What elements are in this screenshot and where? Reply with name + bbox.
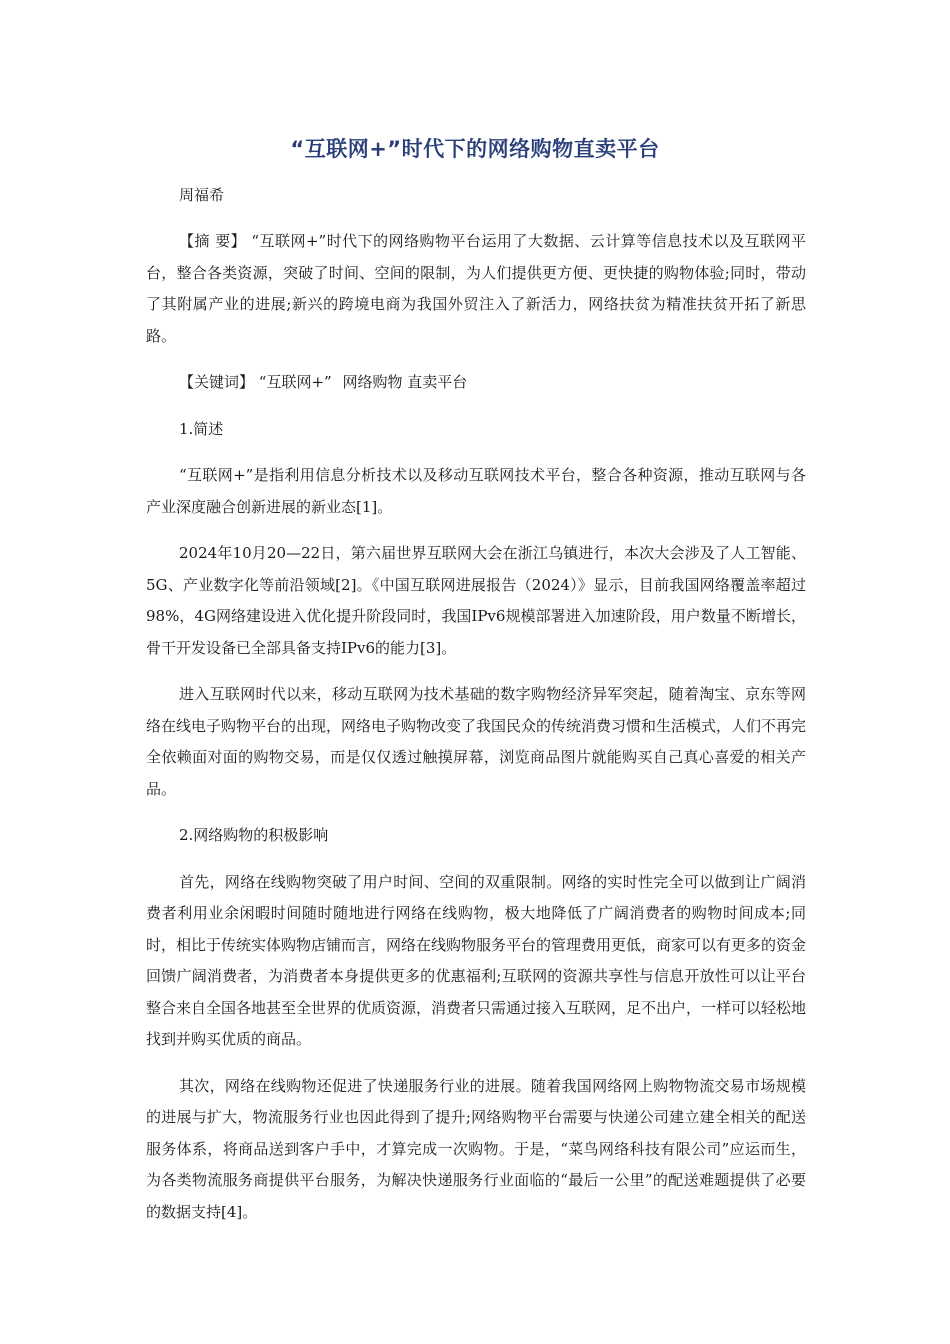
section-heading-1: 1.简述 [179,419,224,438]
keyword-item: 直卖平台 [407,373,468,391]
abstract-paragraph [146,226,806,352]
section-2-paragraph-1: 首先，网络在线购物突破了用户时间、空间的双重限制。网络的实时性完全可以做到让广阔消费者利用业余闲暇时间随时随地进行网络在线购物，极大地降低了广阔消费者的购物时间成本;同时，相比于传统实体购物店铺而言，网络在线购物服务平台的管理费用更低，商家可以有更多的资金回馈广阔消费者，为消费者本身提供更多的优惠福利;互联网的资源共享性与信息开放性可以让平台整合来自全国各地甚至全世界的优质资源，消费者只需通过接入互联网，足不出户，一样可以轻松地找到并购买优质的商品。 [146,872,807,1048]
keywords-label: 【关键词】 [179,373,255,391]
section-2-paragraph-2: 其次，网络在线购物还促进了快递服务行业的进展。随着我国网络网上购物物流交易市场规模的进展与扩大，物流服务行业也因此得到了提升;网络购物平台需要与快递公司建立建全相关的配送服务体系，将商品送到客户手中，才算完成一次购物。于是，“菜鸟网络科技有限公司”应运而生，为各类物流服务商提供平台服务，为解决快递服务行业面临的“最后一公里”的配送难题提供了必要的数据支持[4]。 [146,1076,806,1221]
author-name: 周福希 [179,186,225,204]
abstract-label: 【摘 要】 [179,232,247,250]
keyword-item: “互联网+” [258,373,332,391]
section-1-paragraph-2: 2024年10月20—22日，第六届世界互联网大会在浙江乌镇进行，本次大会涉及了人工智能、5G、产业数字化等前沿领域[2]。《中国互联网进展报告（2024）》显示，目前我国网络覆盖率超过98%，4G网络建设进入优化提升阶段同时，我国IPv6规模部署进入加速阶段，用户数量不断增长，骨干开发设备已全部具备支持IPv6的能力[3]。 [146,544,806,657]
section-heading-2: 2.网络购物的积极影响 [179,826,329,844]
paper-body [146,226,806,1243]
section-1-paragraph-1: “互联网+”是指利用信息分析技术以及移动互联网技术平台，整合各种资源，推动互联网与各产业深度融合创新进展的新业态[1]。 [146,466,806,516]
keyword-item: 网络购物 [342,373,403,391]
section-1-paragraph-3: 进入互联网时代以来，移动互联网为技术基础的数字购物经济异军突起，随着淘宝、京东等网络在线电子购物平台的出现，网络电子购物改变了我国民众的传统消费习惯和生活模式，人们不再完全依赖面对面的购物交易，而是仅仅透过触摸屏幕，浏览商品图片就能购买自己真心喜爱的相关产品。 [146,685,807,798]
keywords-paragraph [146,367,806,399]
paper-title: “互联网+”时代下的网络购物直卖平台 [290,137,660,161]
abstract-text: “互联网+”时代下的网络购物平台运用了大数据、云计算等信息技术以及互联网平台，整合各类资源，突破了时间、空间的限制，为人们提供更方便、更快捷的购物体验;同时，带动了其附属产业的进展;新兴的跨境电商为我国外贸注入了新活力，网络扶贫为精准扶贫开拓了新思路。 [146,232,806,345]
